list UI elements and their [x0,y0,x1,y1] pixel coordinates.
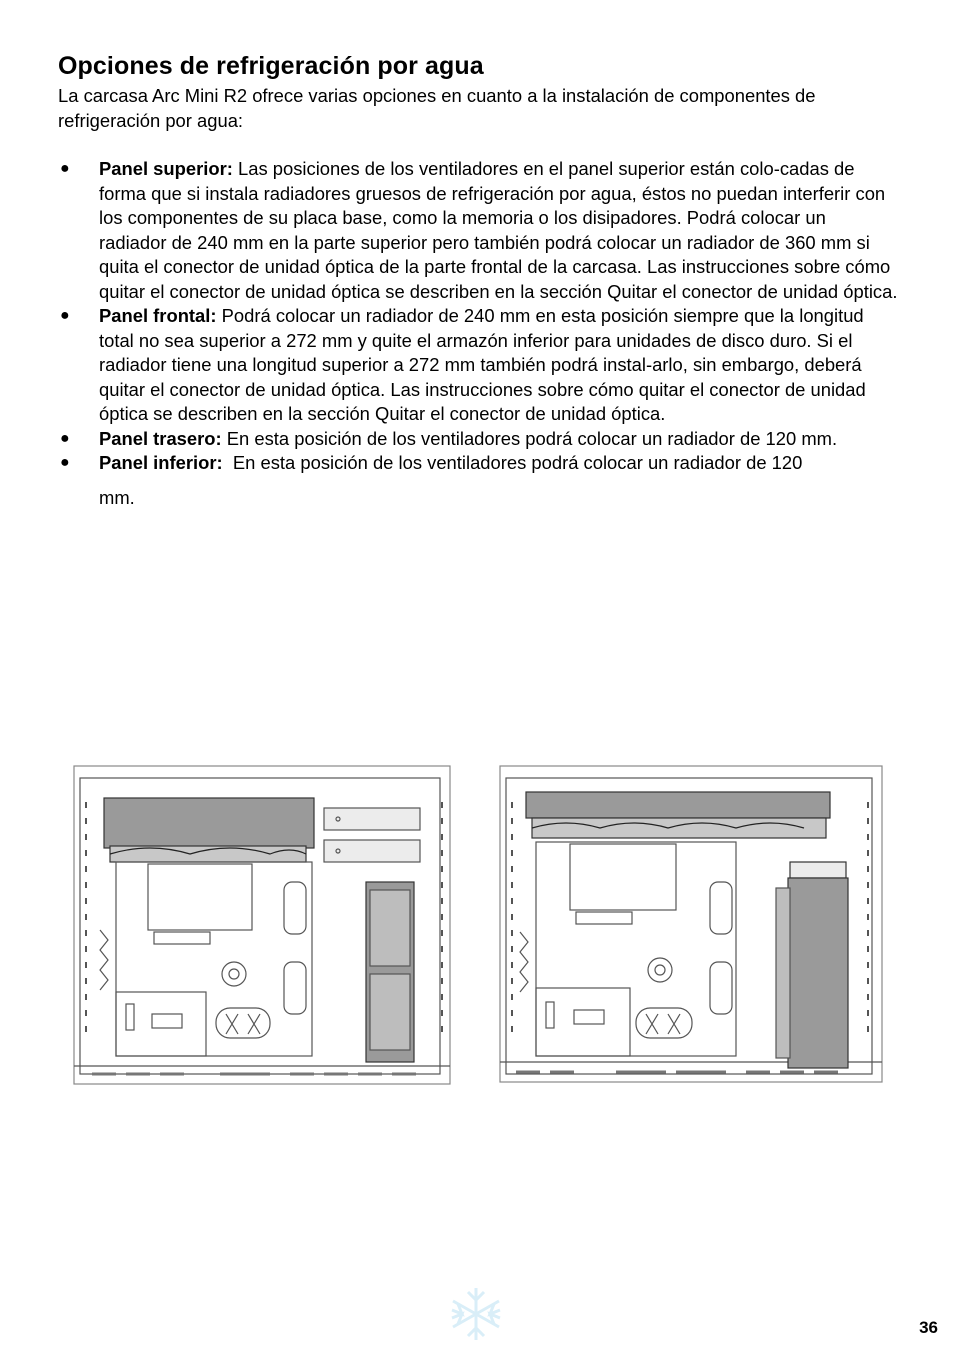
bullet-dot-icon: ● [60,307,70,324]
list-item-text: En esta posición de los ventiladores podrá colocar un radiador de 120 mm. [226,427,838,449]
list-item-panel-trasero [58,427,898,452]
page-number: 36 [919,1318,938,1337]
list-item-panel-inferior [58,451,898,510]
list-item-label: Panel superior: [99,158,233,179]
list-item-text: Las posiciones de los ventiladores en el panel superior están colo-cadas de forma que si instala radiadores gruesos de refrigeración por agua, éstos no puedan interferir con los componentes de su placa base, como la memoria o los disipadores. Podrá colocar un radiador de 240 mm en la parte superior pero también podrá colocar un radiador de 360 mm si quita el conector de unidad óptica de la parte frontal de la carcasa. Las instrucciones sobre cómo quitar el conector de unidad óptica se describen en la sección Quitar el conector de unidad óptica. [99,158,898,302]
snowflake-icon [446,1284,506,1344]
page-title: Opciones de refrigeración por agua [58,52,484,80]
bullet-dot-icon: ● [60,454,70,471]
case-diagram-top-360-radiator [496,762,896,1097]
list-item-text: En esta posición de los ventiladores podrá colocar un radiador de 120 [232,452,803,473]
list-item-label: Panel frontal: [99,305,217,326]
list-item-label: Panel trasero: [99,427,222,449]
list-item-panel-superior [58,157,898,304]
list-item-text-tail: mm. [99,486,135,508]
bullet-dot-icon: ● [60,160,70,177]
list-item-text: Podrá colocar un radiador de 240 mm en esta posición siempre que la longitud total no sea superior a 272 mm y quite el armazón inferior para unidades de disco duro. Si el radiador tiene una longitud superior a 272 mm también podrá instal-arlo, sin embargo, deberá quitar el conector de unidad óptica. Las instrucciones sobre cómo quitar el conector de unidad óptica se describen en la sección Quitar el conector de unidad óptica. [99,305,866,424]
list-item-panel-frontal [58,304,898,427]
intro-paragraph: La carcasa Arc Mini R2 ofrece varias opciones en cuanto a la instalación de componentes de refrigeración por agua: [58,85,816,131]
bullet-dot-icon: ● [60,429,70,447]
cooling-options-list [58,157,898,510]
list-item-label: Panel inferior: [99,452,223,473]
case-diagram-top-front-radiator [70,762,455,1102]
